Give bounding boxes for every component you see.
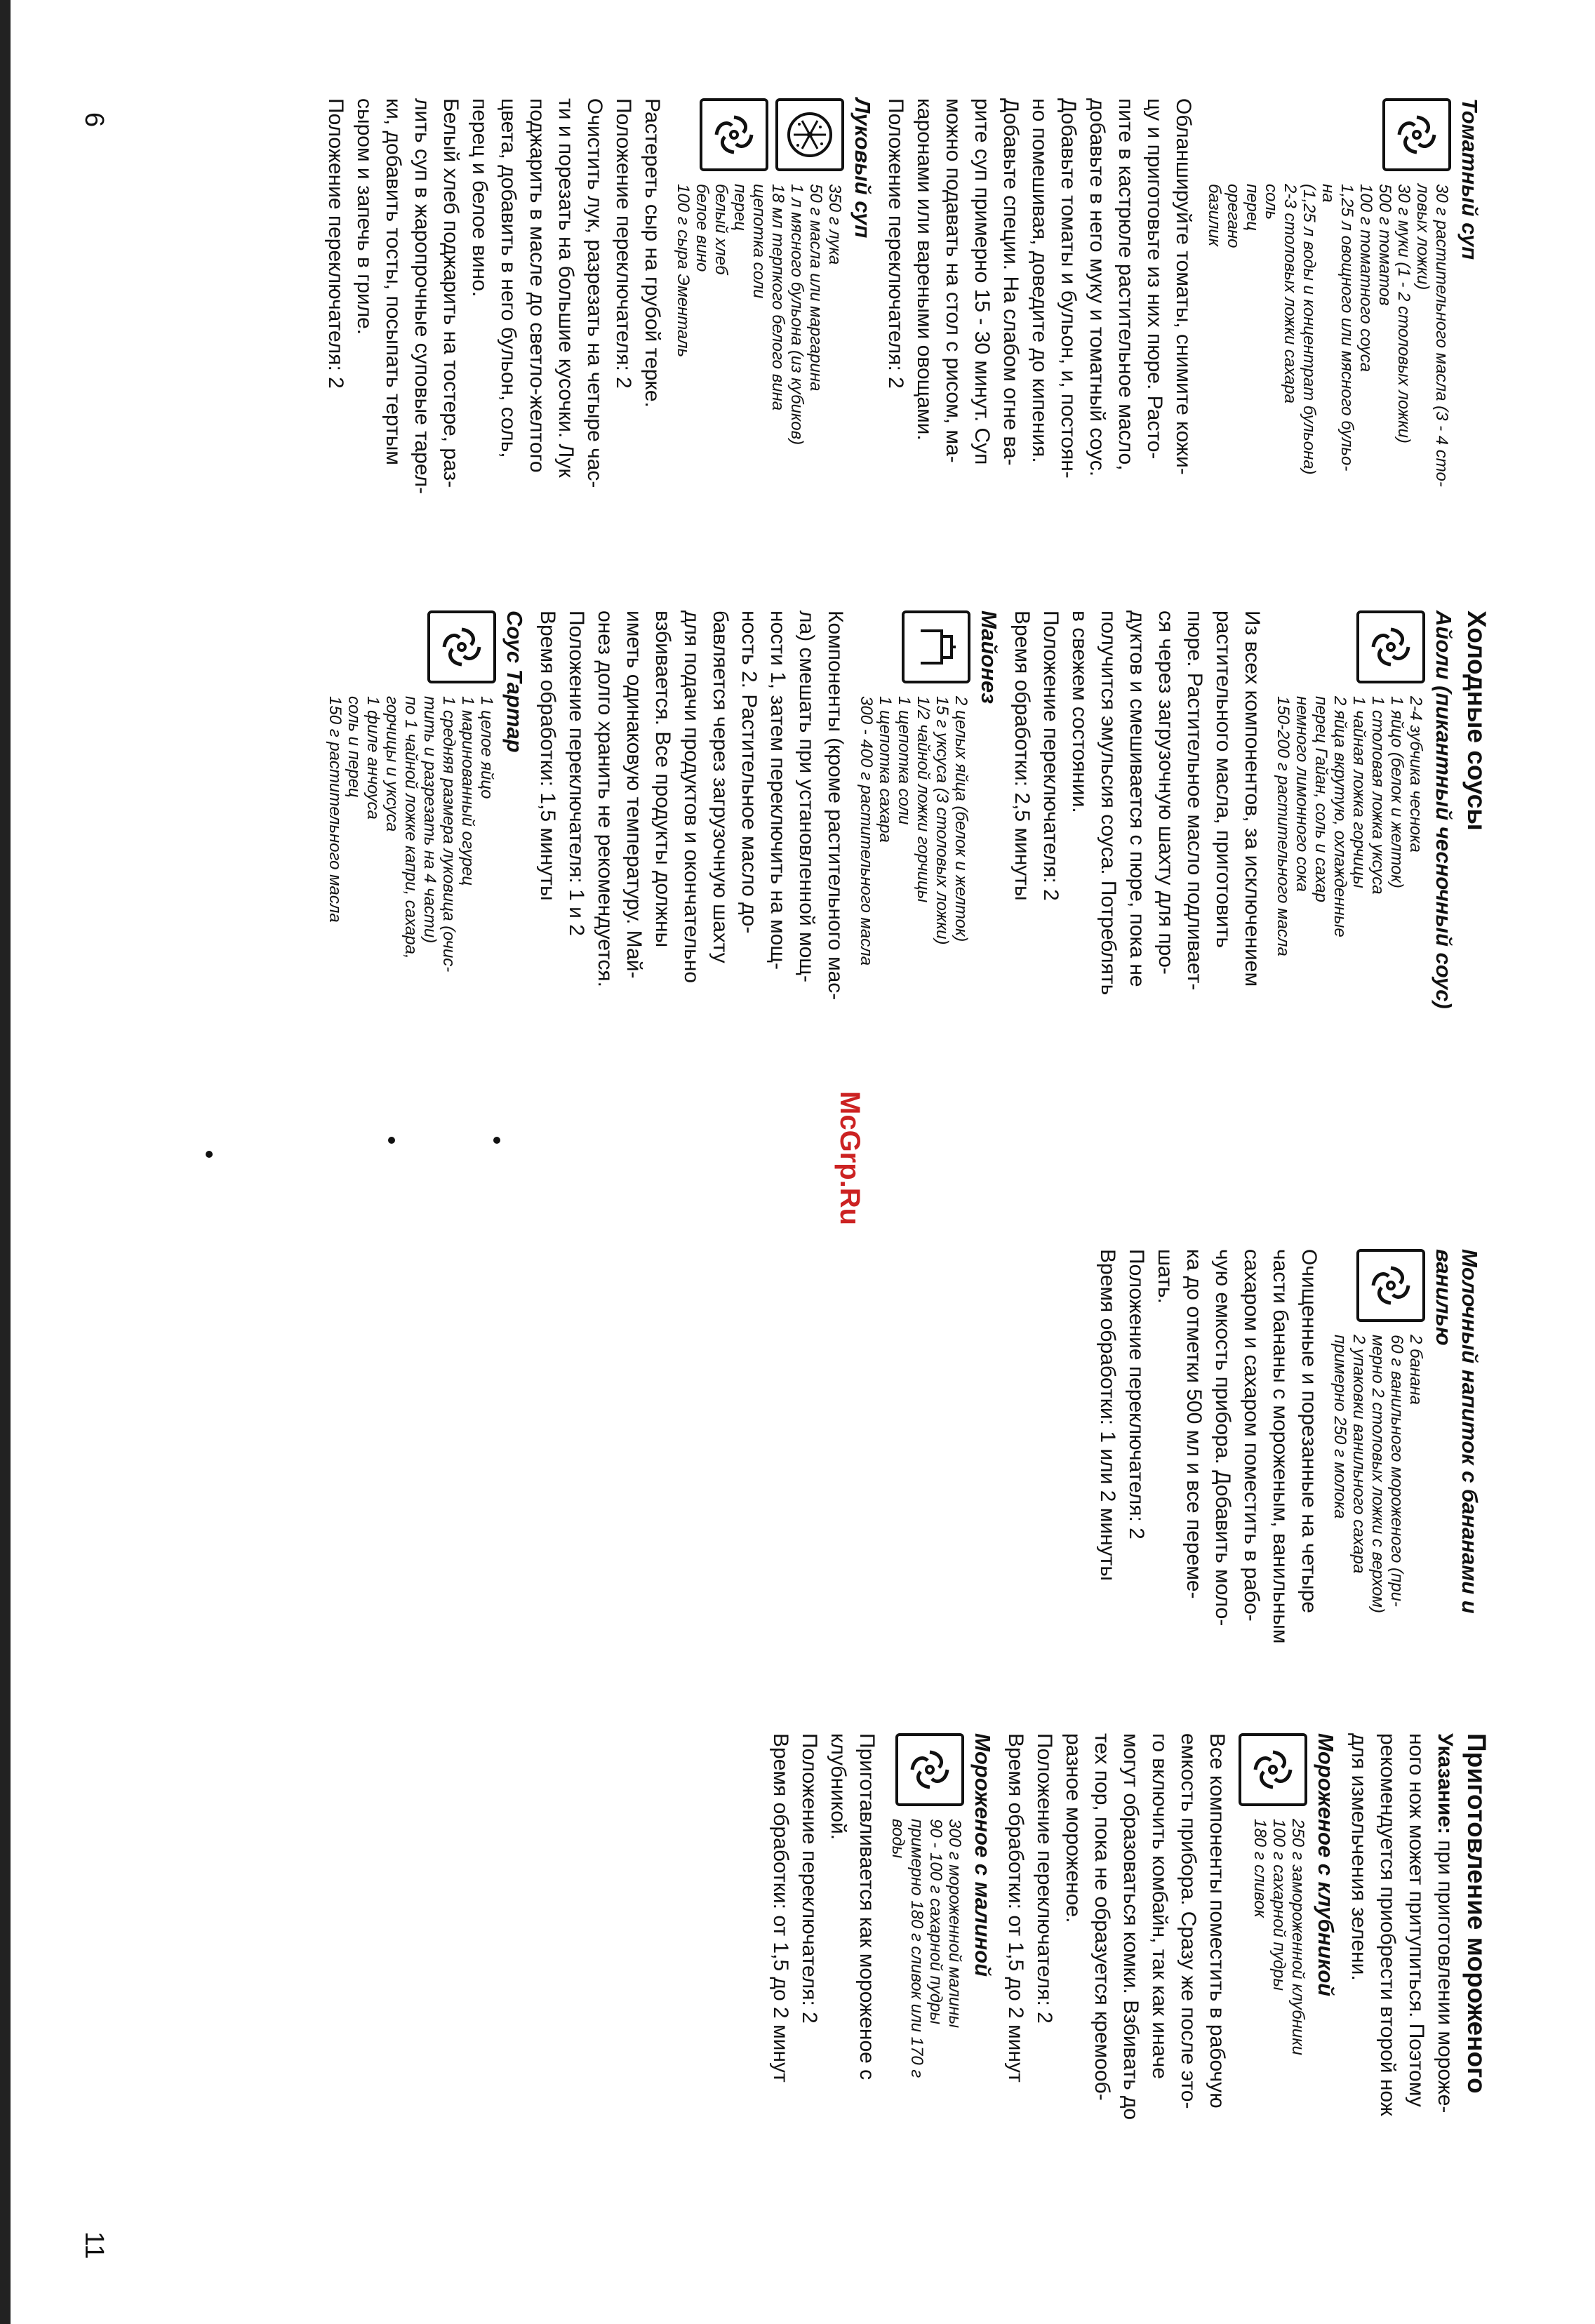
ingredient: примерно 250 г молока [1330, 1335, 1349, 1519]
ingredient: 1 столовая ложка уксуса [1368, 696, 1387, 895]
onion-setting: Положение переключателя: 2 [324, 98, 347, 389]
ingredient: соль и перец [345, 696, 363, 798]
onion-instructions [352, 98, 665, 554]
ingredient: 2 упаковки ванильного сахара [1349, 1335, 1368, 1574]
ingredient: перец [1243, 184, 1262, 231]
tomato-setting: Положение переключателя: 2 [884, 98, 907, 389]
whisk-attachment-icon [902, 610, 970, 683]
text-line: части бананы с мороженым, ванильным [1269, 1249, 1292, 1644]
text-line: но помешивая, доведите до кипения. [1028, 98, 1051, 463]
note-line: ного нож может притупиться. Поэтому [1405, 1733, 1428, 2107]
ingredient: 1 средняя размера луковица (очис- [439, 696, 458, 973]
text-line: ся через загрузочную шахту для про- [1154, 610, 1177, 975]
text-line: Добавьте томаты и бульон, и, постоян- [1057, 98, 1080, 479]
text-line: Обланшируйте томаты, снимите кожи- [1172, 98, 1195, 475]
text-line: Положение переключателя: 2 [612, 98, 635, 389]
cold-sauces-heading: Холодные соусы [1462, 610, 1491, 831]
ingredient: орегано [1224, 184, 1243, 248]
strawberry-time: Время обработки: от 1,5 до 2 минут [1004, 1733, 1027, 2083]
text-line: перец и белое вино. [468, 98, 491, 298]
ingredient: соль [1262, 184, 1281, 220]
text-line: цвета, добавить в него бульон, соль, [497, 98, 520, 458]
ingredient: мерно 2 столовых ложки с верхом) [1368, 1335, 1387, 1613]
text-line: Белый хлеб поджарить на тостере, раз- [439, 98, 462, 488]
mayo-ingredient-list [857, 696, 970, 966]
tartar-title: Соус Тартар [502, 610, 527, 753]
ingredient: воды [888, 1819, 907, 1859]
text-line: дуктов и смешивается с пюре, пока не [1126, 610, 1149, 987]
milk-ingredient-list [1330, 1335, 1425, 1613]
text-line: лить суп в жаропрочные суповые тарел- [411, 98, 434, 495]
strawberry-ice-cream-title: Мороженое с клубникой [1314, 1733, 1338, 1997]
ingredient: 350 г лука [825, 184, 844, 265]
ingredient: 2 яйца вкрутую, охлажденные [1330, 696, 1349, 937]
blade-icon [700, 98, 768, 171]
text-line: пите в кастрюле растительное масло, [1114, 98, 1137, 471]
ingredient: 1 щепотка сахара [876, 696, 895, 843]
aioli-title: Айоли (пикантный чесночный соус) [1432, 610, 1456, 1009]
text-line: Приготавливается как мороженое с [855, 1733, 879, 2081]
text-line: ки, добавить тосты, посыпать тертым [382, 98, 405, 465]
milk-instructions [1152, 1249, 1322, 1705]
ingredient: по 1 чайной ложке капри, сахара, [401, 696, 420, 959]
ingredient: (1,25 л воды и концентрат бульона) [1300, 184, 1319, 475]
raspberry-ice-cream-title: Мороженое с малиной [970, 1733, 995, 1977]
text-line: Очищенные и порезанные на четыре [1297, 1249, 1321, 1613]
text-line: клубникой. [827, 1733, 850, 1841]
watermark: McGrp.Ru [834, 1091, 865, 1226]
text-line: ти и порезать на большие кусочки. Лук [554, 98, 578, 478]
text-line: для подачи продуктов и окончательно [680, 610, 703, 984]
tartar-ingredients-block [326, 610, 496, 1074]
tomato-ingredient-list [1205, 184, 1451, 487]
text-line: шать. [1154, 1249, 1177, 1304]
milk-setting: Положение переключателя: 2 [1125, 1249, 1148, 1540]
text-line: растительного масла, приготовить [1212, 610, 1235, 948]
ingredient: 500 г томатов [1375, 184, 1394, 306]
ingredient: 1 щепотка соли [895, 696, 914, 825]
ingredient: 1/2 чайной ложки горчицы [914, 696, 933, 903]
strawberry-setting: Положение переключателя: 2 [1033, 1733, 1056, 2024]
text-line: получится эмульсия соуса. Потреблять [1097, 610, 1120, 996]
text-line: Растереть сыр на грубой терке. [641, 98, 664, 408]
strawberry-ingredient-list [1250, 1819, 1307, 2055]
aioli-ingredient-list [1274, 696, 1425, 956]
ingredient: перец [730, 184, 749, 231]
aioli-time: Время обработки: 2,5 минуты [1010, 610, 1034, 901]
text-line: можно подавать на стол с рисом, ма- [942, 98, 965, 463]
text-line: емкость прибора. Сразу же после это- [1177, 1733, 1200, 2109]
ingredient: 90 - 100 г сахарной пудры [926, 1819, 945, 2025]
ingredient: перец Гайан, соль и сахар [1312, 696, 1330, 902]
raspberry-time: Время обработки: от 1,5 до 2 минут [769, 1733, 792, 2083]
text-line: в свежем состоянии. [1068, 610, 1091, 813]
ingredient: 2 целых яйца (белок и желток) [952, 696, 970, 942]
column-3 [1092, 1249, 1490, 1705]
page-number-right: 11 [79, 2231, 109, 2259]
text-line: рите суп примерно 15 - 30 минут. Суп [970, 98, 994, 465]
milk-time: Время обработки: 1 или 2 минуты [1096, 1249, 1119, 1581]
text-line: иметь одинаковую температуру. Май- [622, 610, 646, 979]
ingredient: 50 г масла или маргарина [806, 184, 825, 392]
aioli-setting: Положение переключателя: 2 [1039, 610, 1062, 901]
text-line: Очистить лук, разрезать на четыре час- [583, 98, 606, 488]
onion-ingredients-block [674, 98, 844, 554]
text-line: го включить комбайн, так как иначе [1148, 1733, 1171, 2079]
note-line [1432, 1733, 1458, 2182]
text-line: онез долго хранить не рекомендуется. [594, 610, 617, 987]
onion-soup-title: Луковый суп [850, 98, 875, 239]
ingredient: 300 - 400 г растительного масла [857, 696, 876, 966]
grater-disc-icon [775, 98, 844, 171]
ingredient: 15 г уксуса (3 столовых ложки) [933, 696, 952, 945]
text-line: тех пор, пока не образуется кремооб- [1090, 1733, 1114, 2101]
ingredient: 18 мл терпкого белого вина [768, 184, 787, 411]
text-line: бавляется через загрузочную шахту [709, 610, 732, 963]
ingredient: 100 г сахарной пудры [1269, 1819, 1288, 1991]
blade-icon [427, 610, 496, 683]
tomato-soup-title: Томатный суп [1457, 98, 1482, 260]
tomato-instructions [912, 98, 1196, 554]
ingredient: щепотка соли [749, 184, 768, 299]
text-line: чую емкость прибора. Добавить моло- [1211, 1249, 1234, 1627]
ingredient: 1 л мясного бульона (из кубиков) [787, 184, 806, 446]
text-line: ности 1, затем переключить на мощ- [766, 610, 789, 970]
column-2 [317, 610, 1490, 1074]
ice-cream-heading: Приготовление мороженого [1462, 1733, 1491, 2094]
raspberry-ingredient-list [888, 1819, 964, 2078]
text-line: пюре. Растительное масло подливает- [1183, 610, 1206, 991]
ingredient: 2-4 зубчика чеснока [1406, 696, 1425, 853]
ingredient: 250 г замороженной клубники [1288, 1819, 1307, 2055]
ingredient: 30 г растительного масла (3 - 4 сто- [1432, 184, 1451, 487]
ingredient: белый хлеб [712, 184, 730, 275]
ingredient: горчицы и уксуса [382, 696, 401, 832]
ingredient: 150-200 г растительного масла [1274, 696, 1293, 956]
ingredient: 150 г растительного масла [326, 696, 345, 923]
mayo-instructions [592, 610, 848, 1074]
onion-ingredient-list [674, 184, 844, 445]
mayo-time: Время обработки: 1,5 минуты [536, 610, 559, 901]
blade-icon [895, 1733, 964, 1806]
note-line: рекомендуется приобрести второй нож [1376, 1733, 1399, 2116]
ingredient: примерно 180 г сливок или 170 г [907, 1819, 926, 2078]
ingredient: белое вино [693, 184, 712, 272]
strawberry-instructions [1060, 1733, 1230, 2182]
onion-icons [700, 98, 844, 184]
ingredient: 2 банана [1406, 1335, 1425, 1405]
raspberry-setting: Положение переключателя: 2 [798, 1733, 821, 2024]
note-text: при приготовлении мороже- [1434, 1840, 1457, 2113]
text-line: Компоненты (кроме растительного мас- [824, 610, 847, 1001]
ingredient: 100 г томатного соуса [1356, 184, 1375, 373]
ingredient: ловых ложки) [1413, 184, 1432, 290]
blade-icon [1239, 1733, 1307, 1806]
text-line: сыром и запечь в гриле. [353, 98, 376, 335]
ingredient: 30 г муки (1 - 2 столовых ложки) [1394, 184, 1413, 443]
aioli-instructions [1067, 610, 1265, 1074]
blade-icon [1356, 1249, 1425, 1322]
ingredient: базилик [1205, 184, 1224, 247]
ingredient: 60 г ванильного мороженого (при- [1387, 1335, 1406, 1607]
print-speck [388, 1137, 395, 1144]
text-line: взбивается. Все продукты должны [651, 610, 674, 948]
ice-cream-note [1346, 1733, 1458, 2182]
text-line: ность 2. Растительное масло до- [738, 610, 761, 934]
mayo-setting: Положение переключателя: 1 и 2 [565, 610, 588, 936]
milk-ingredients-block [1330, 1249, 1425, 1705]
ingredient: 1,25 л овощного или мясного бульо- [1337, 184, 1356, 472]
column-1 [320, 98, 1490, 554]
ingredient: 1 яйцо (белок и желток) [1387, 696, 1406, 888]
ingredient: немного лимонного сока [1293, 696, 1312, 892]
strawberry-ingredients-block [1239, 1733, 1307, 2182]
blade-icon [1382, 98, 1451, 171]
raspberry-ingredients-block [888, 1733, 964, 2182]
note-line: для измельчения зелени. [1347, 1733, 1370, 1981]
aioli-ingredients-block [1274, 610, 1425, 1074]
mayonnaise-title: Майонез [977, 610, 1001, 704]
text-line: сахаром и сахаром поместить в рабо- [1240, 1249, 1263, 1622]
text-line: добавьте в него муку и томатный соус. [1086, 98, 1109, 477]
ingredient: 1 филе анчоуса [363, 696, 382, 820]
tartar-ingredient-list [326, 696, 496, 972]
ingredient: 2-3 столовых ложки сахара [1281, 184, 1300, 403]
column-4 [765, 1733, 1490, 2182]
blade-icon [1356, 610, 1425, 683]
raspberry-instructions [825, 1733, 880, 2182]
text-line: цу и приготовьте из них пюре. Расто- [1143, 98, 1166, 460]
milk-drink-title: Молочный напиток с бананами и ванилью [1432, 1249, 1482, 1614]
ingredient: 1 чайная ложка горчицы [1349, 696, 1368, 888]
ingredient: 100 г сыра Эменталь [674, 184, 693, 358]
print-speck [493, 1137, 500, 1144]
ingredient: 180 г сливок [1250, 1819, 1269, 1918]
ingredient: на [1319, 184, 1337, 203]
ingredient: 300 г мороженной малины [945, 1819, 964, 2029]
text-line: Добавьте специи. На слабом огне ва- [999, 98, 1022, 466]
ingredient: 1 целое яйцо [477, 696, 496, 799]
text-line: Из всех компонентов, за исключением [1241, 610, 1264, 987]
tomato-ingredients-block [1205, 98, 1451, 554]
mayo-ingredients-block [857, 610, 970, 1074]
ingredient: тить и разрезать на 4 части) [420, 696, 439, 944]
print-speck [206, 1151, 213, 1158]
text-line: ка до отметки 500 мл и все переме- [1182, 1249, 1206, 1599]
text-line: поджарить в масле до светло-желтого [526, 98, 549, 473]
note-label: Указание: [1434, 1733, 1457, 1835]
text-line: могут образоваться комки. Взбивать до [1119, 1733, 1142, 2121]
text-line: Все компоненты поместить в рабочую [1206, 1733, 1229, 2109]
text-line: каронами или вареными овощами. [913, 98, 936, 441]
text-line: ла) смешать при установленной мощ- [795, 610, 818, 982]
text-line: разное мороженое. [1062, 1733, 1085, 1923]
ingredient: 1 маринованный огурец [458, 696, 477, 886]
scan-edge-band [0, 0, 11, 2324]
page-number-left: 6 [79, 112, 109, 128]
